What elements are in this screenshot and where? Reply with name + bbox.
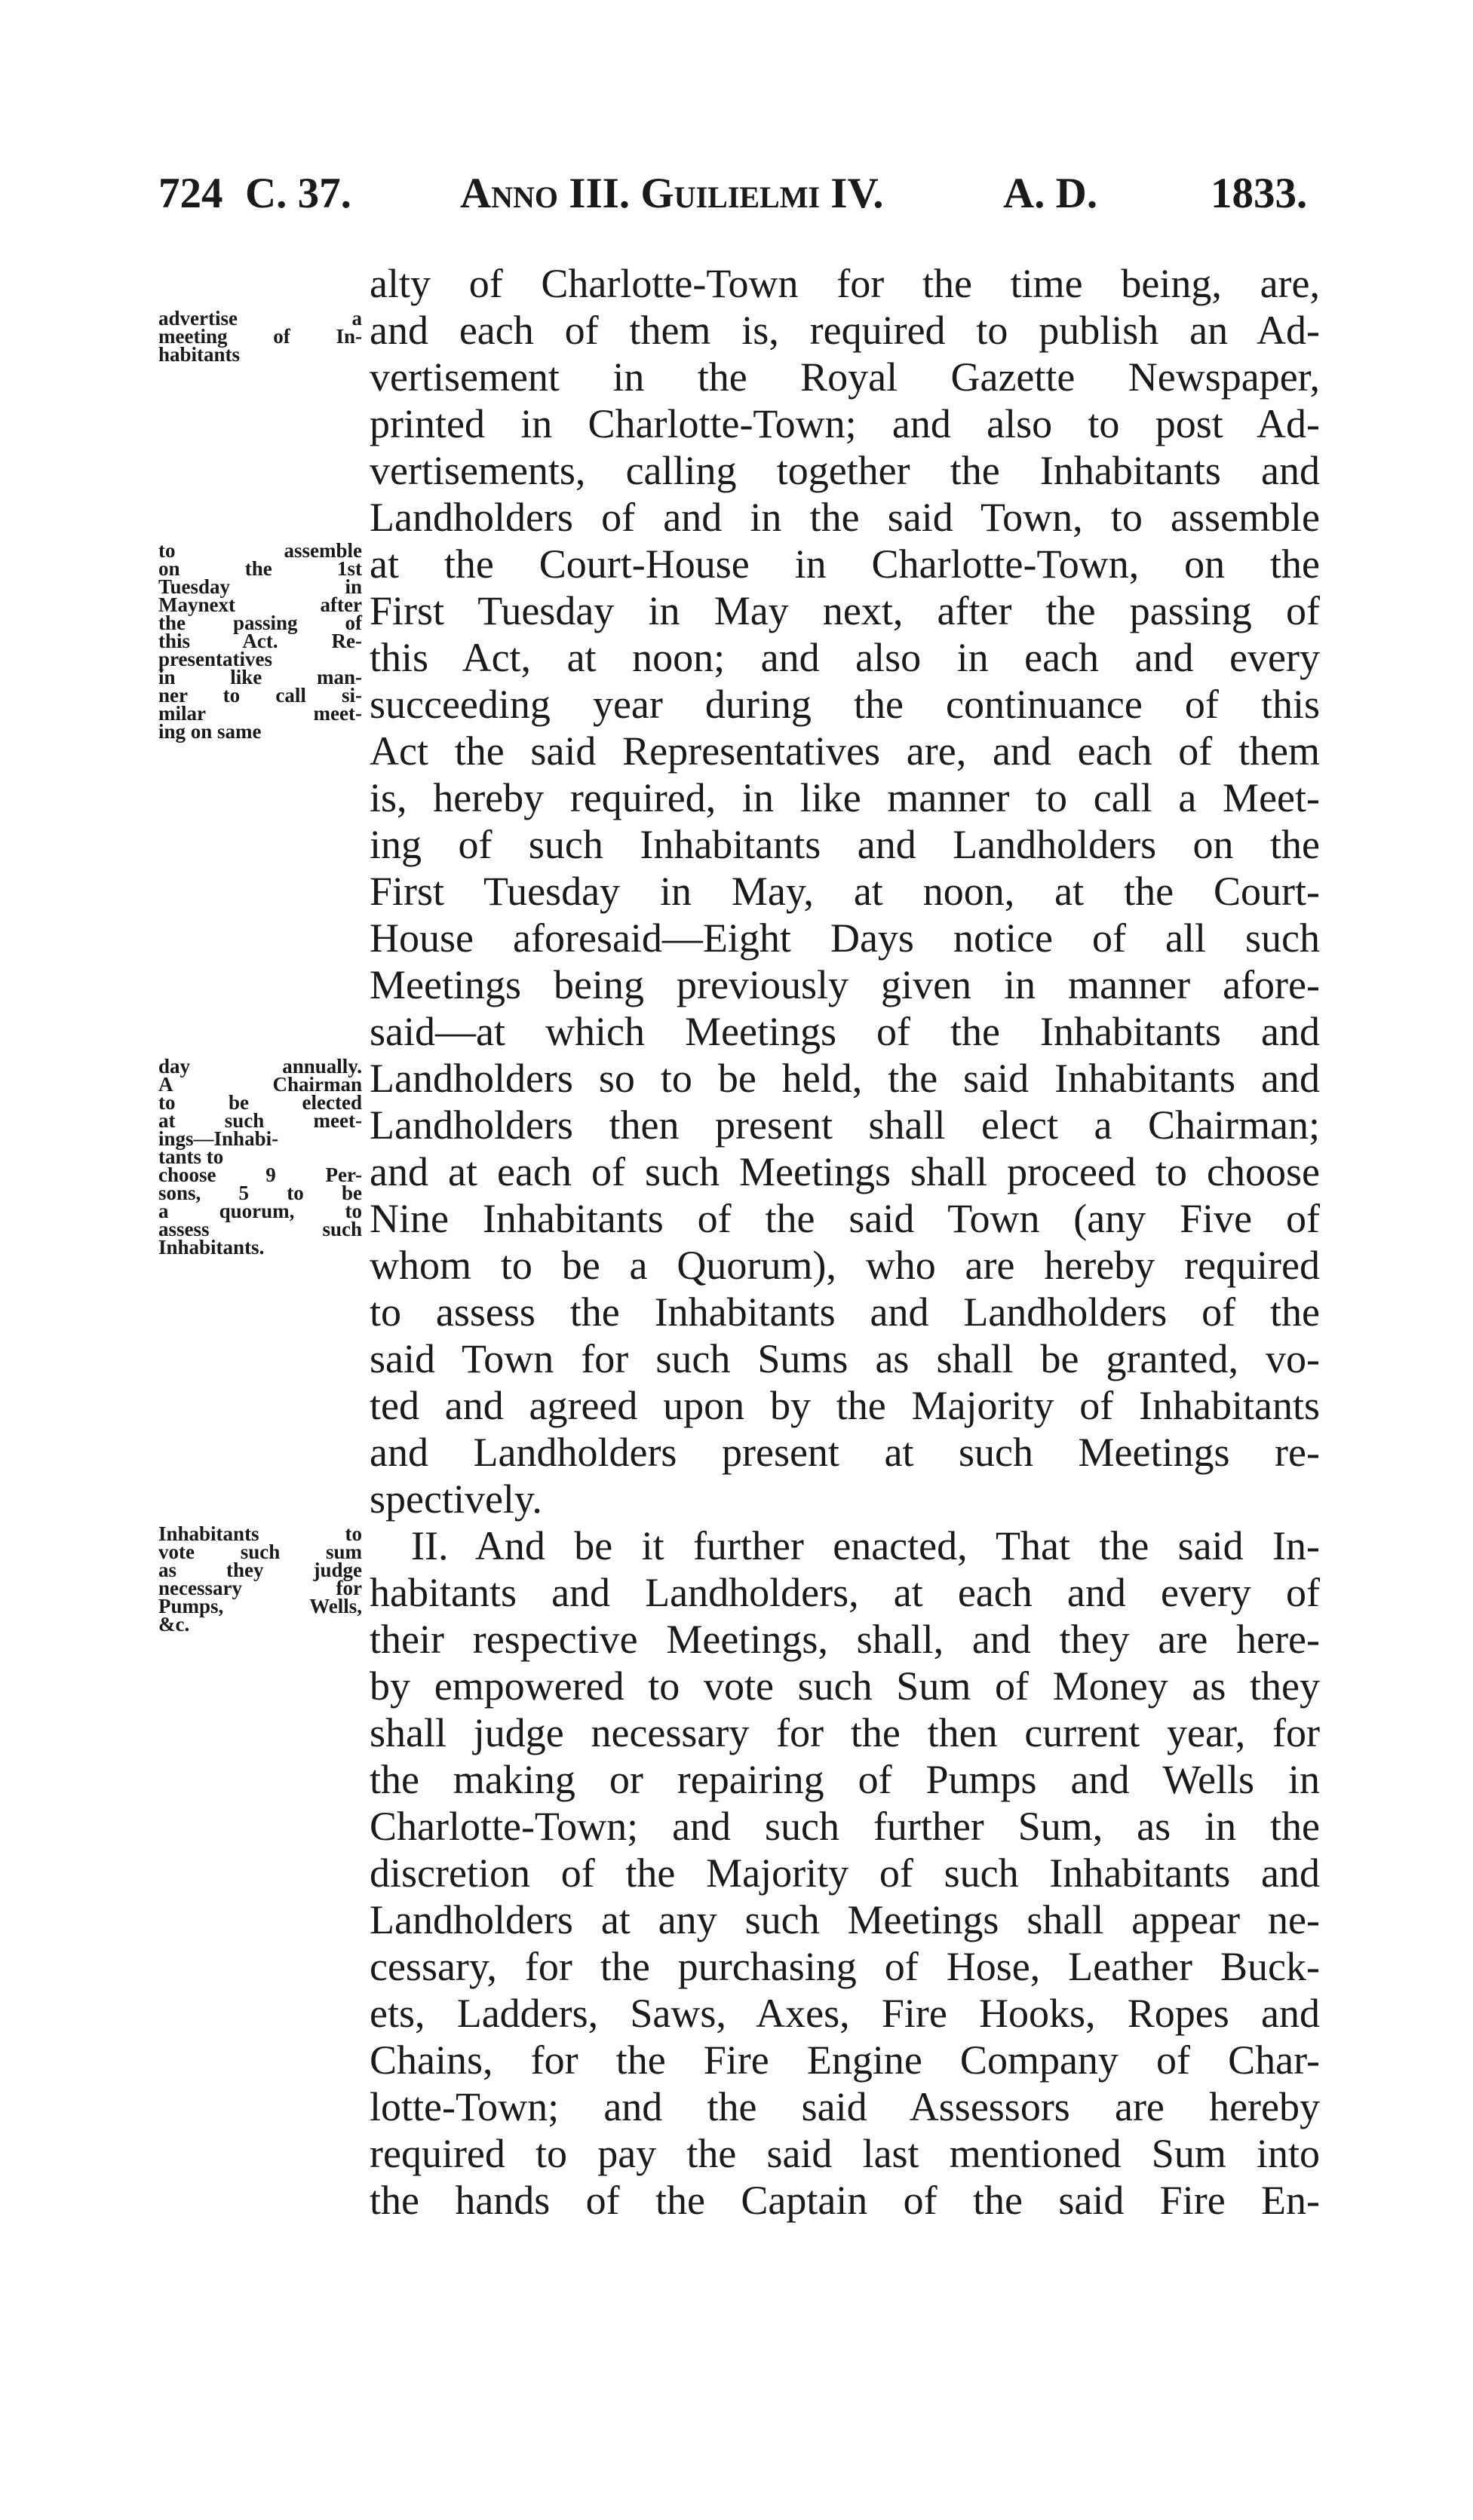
margin-note-line: meeting of In- — [158, 325, 362, 348]
year: 1833. — [1211, 170, 1308, 217]
body-line: Charlotte-Town; and such further Sum, as in the — [370, 1804, 1320, 1849]
margin-note-line: &c. — [158, 1613, 190, 1636]
body-line: required to pay the said last mentioned Sum into — [370, 2131, 1320, 2176]
margin-note-line: Inhabitants to — [158, 1522, 362, 1545]
body-line: at the Court-House in Charlotte-Town, on the — [370, 541, 1320, 587]
margin-note-line: presentatives — [158, 648, 272, 670]
margin-note-line: necessary for — [158, 1577, 362, 1599]
chapter-number: C. 37. — [245, 170, 351, 217]
body-line: shall judge necessary for the then current year, for — [370, 1710, 1320, 1755]
body-line: Landholders of and in the said Town, to assemble — [370, 495, 1320, 540]
margin-note-line: sons, 5 to be — [158, 1182, 362, 1204]
margin-note-line: Tuesday in — [158, 575, 362, 598]
body-line: First Tuesday in May next, after the passing of — [370, 588, 1320, 633]
body-line: succeeding year during the continuance of this — [370, 682, 1320, 727]
margin-note-line: ing on same — [158, 720, 262, 743]
margin-note-vote — [158, 1522, 362, 1636]
running-header — [0, 169, 1473, 222]
margin-note-line: advertise a — [158, 307, 362, 330]
body-line: lotte-Town; and the said Assessors are hereby — [370, 2084, 1320, 2129]
body-line: ets, Ladders, Saws, Axes, Fire Hooks, Ropes and — [370, 1991, 1320, 2036]
section-ii-first-line: II. And be it further enacted, That the said In- — [411, 1523, 1320, 1568]
body-line: by empowered to vote such Sum of Money as they — [370, 1663, 1320, 1709]
margin-note-line: a quorum, to — [158, 1200, 362, 1222]
margin-note-line: to assemble — [158, 539, 362, 562]
body-line: Nine Inhabitants of the said Town (any Five of — [370, 1196, 1320, 1241]
margin-note-line: habitants — [158, 343, 241, 366]
body-line: alty of Charlotte-Town for the time being, are, — [370, 261, 1320, 306]
margin-note-line: Inhabitants. — [158, 1236, 265, 1258]
body-line: the making or repairing of Pumps and Wells in — [370, 1757, 1320, 1802]
margin-note-chairman — [158, 1057, 362, 1256]
body-line: ted and agreed upon by the Majority of Inhabitants — [370, 1383, 1320, 1428]
margin-note-line: ings—Inhabi- — [158, 1127, 279, 1150]
margin-note-line: ner to call si- — [158, 684, 362, 707]
body-line: vertisements, calling together the Inhabitants and — [370, 448, 1320, 493]
margin-note-line: Maynext after — [158, 593, 362, 616]
body-line: printed in Charlotte-Town; and also to post Ad- — [370, 401, 1320, 446]
body-line: discretion of the Majority of such Inhabitants and — [370, 1850, 1320, 1896]
margin-note-line: Pumps, Wells, — [158, 1595, 362, 1617]
body-line: to assess the Inhabitants and Landholders of the — [370, 1289, 1320, 1335]
margin-note-line: day annually. — [158, 1055, 362, 1078]
margin-note-line: in like man- — [158, 666, 362, 688]
margin-note-line: milar meet- — [158, 702, 362, 725]
body-line: vertisement in the Royal Gazette Newspaper, — [370, 354, 1320, 400]
margin-note-line: to be elected — [158, 1091, 362, 1114]
body-line: First Tuesday in May, at noon, at the Court- — [370, 869, 1320, 914]
body-line: the hands of the Captain of the said Fire En- — [370, 2178, 1320, 2223]
body-line: Chains, for the Fire Engine Company of Char- — [370, 2037, 1320, 2083]
body-line: is, hereby required, in like manner to call a Meet- — [370, 775, 1320, 820]
margin-note-line: the passing of — [158, 612, 362, 634]
body-line: their respective Meetings, shall, and they are here- — [370, 1617, 1320, 1662]
body-line: Meetings being previously given in manner afore- — [370, 962, 1320, 1007]
body-line: this Act, at noon; and also in each and every — [370, 635, 1320, 680]
margin-note-line: assess such — [158, 1218, 362, 1240]
page-number: 724 — [158, 170, 223, 217]
margin-note-line: vote such sum — [158, 1541, 362, 1563]
anno-domini: A. D. — [1003, 170, 1098, 217]
body-line: said Town for such Sums as shall be granted, vo- — [370, 1336, 1320, 1381]
body-text — [370, 260, 1320, 2224]
body-line: spectively. — [370, 1476, 542, 1522]
margin-note-line: at such meet- — [158, 1109, 362, 1132]
margin-note-line: tants to — [158, 1145, 224, 1168]
margin-note-line: A Chairman — [158, 1073, 362, 1096]
body-line: ing of such Inhabitants and Landholders on the — [370, 822, 1320, 867]
margin-note-assemble — [158, 539, 362, 743]
margin-note-advertise — [158, 307, 362, 366]
body-line: habitants and Landholders, at each and every of — [370, 1570, 1320, 1615]
body-line: House aforesaid—Eight Days notice of all such — [370, 915, 1320, 961]
margin-note-line: choose 9 Per- — [158, 1163, 362, 1186]
body-line: and Landholders present at such Meetings re- — [370, 1430, 1320, 1475]
body-line: Landholders so to be held, the said Inhabitants and — [370, 1056, 1320, 1101]
body-line: and at each of such Meetings shall proceed to choose — [370, 1149, 1320, 1194]
body-line: Act the said Representatives are, and each of them — [370, 728, 1320, 774]
body-line: cessary, for the purchasing of Hose, Leather Buck- — [370, 1944, 1320, 1989]
margin-note-line: on the 1st — [158, 557, 362, 580]
body-line: and each of them is, required to publish an Ad- — [370, 308, 1320, 353]
body-line: Landholders at any such Meetings shall appear ne- — [370, 1897, 1320, 1942]
regnal-title: Anno III. Guilielmi IV. — [460, 170, 884, 217]
body-line: whom to be a Quorum), who are hereby required — [370, 1243, 1320, 1288]
body-line: said—at which Meetings of the Inhabitants and — [370, 1009, 1320, 1054]
body-line: Landholders then present shall elect a Chairman; — [370, 1102, 1320, 1148]
margin-note-line: this Act. Re- — [158, 630, 362, 652]
margin-note-line: as they judge — [158, 1559, 362, 1581]
